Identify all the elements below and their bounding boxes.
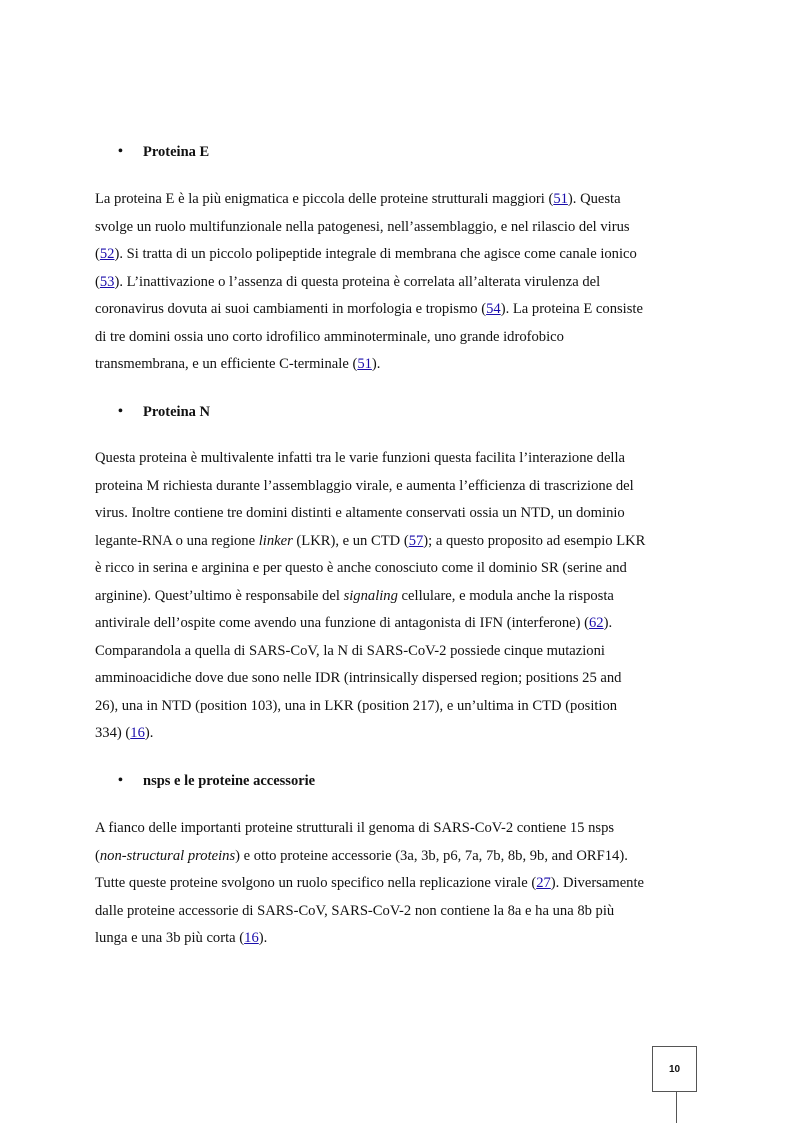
bullet-icon: •	[118, 144, 123, 159]
text-line	[95, 642, 605, 660]
text-run: Comparandola a quella di SARS-CoV, la N di SARS-CoV-2 possiede cinque mutazioni	[95, 642, 605, 659]
text-line	[95, 587, 614, 605]
text-run: ). Diversamente	[550, 875, 644, 891]
text-line	[95, 697, 617, 715]
section-heading: Proteina E	[143, 144, 210, 160]
citation-link[interactable]: 27	[536, 875, 551, 891]
text-line	[95, 847, 628, 865]
text-line	[95, 477, 634, 495]
text-run: ). Questa	[567, 191, 621, 207]
text-run: ).	[603, 615, 613, 631]
text-line	[95, 819, 614, 837]
bullet-icon: •	[118, 773, 123, 788]
text-line	[95, 449, 625, 467]
text-line	[95, 504, 625, 522]
text-run: ). La proteina E consiste	[500, 301, 643, 317]
text-run: ). L’inattivazione o l’assenza di questa proteina è correlata all’alterata virulenza del	[114, 273, 601, 290]
citation-link[interactable]: 54	[486, 301, 501, 317]
text-run: ); a questo proposito ad esempio LKR	[423, 532, 646, 549]
text-line	[95, 328, 564, 346]
text-run: (	[95, 246, 100, 262]
italic-term: non-structural proteins	[99, 847, 236, 864]
text-run: svolge un ruolo multifunzionale nella patogenesi, nell’assemblaggio, e nel rilascio del virus	[95, 218, 630, 235]
text-run: (	[95, 847, 100, 864]
section-heading: nsps e le proteine accessorie	[143, 773, 316, 789]
citation-link[interactable]: 16	[130, 725, 145, 741]
section-heading: Proteina N	[143, 404, 210, 420]
text-run: Questa proteina è multivalente infatti tra le varie funzioni questa facilita l’interazione della	[95, 450, 626, 466]
text-line	[95, 190, 621, 208]
text-line	[95, 218, 630, 236]
text-run: amminoacidiche dove due sono nelle IDR (intrinsically dispersed region; positions 25 and	[95, 670, 622, 686]
text-run: di tre domini ossia uno corto idrofilico amminoterminale, uno grande idrofobico	[95, 328, 564, 345]
page-number: 10	[668, 1063, 681, 1075]
text-run: dalle proteine accessorie di SARS-CoV, SARS-CoV-2 non contiene la 8a e ha una 8b più	[95, 902, 615, 919]
text-line	[95, 300, 643, 318]
text-run: proteina M richiesta durante l’assemblaggio virale, e aumenta l’efficienza di trascrizione del	[95, 477, 634, 494]
citation-link[interactable]: 16	[244, 930, 259, 946]
text-run: Tutte queste proteine svolgono un ruolo specifico nella replicazione virale (	[95, 875, 537, 891]
text-run: arginine). Quest’ultimo è responsabile del	[95, 587, 344, 604]
citation-link[interactable]: 62	[589, 615, 604, 631]
italic-term: linker	[258, 532, 293, 549]
text-line	[95, 929, 267, 947]
text-run: 26), una in NTD (position 103), una in LKR (position 217), e un’ultima in CTD (position	[95, 697, 618, 714]
text-run: ). Si tratta di un piccolo polipeptide integrale di membrana che agisce come canale ionico	[114, 246, 637, 262]
citation-link[interactable]: 57	[408, 532, 424, 549]
text-line	[95, 669, 621, 687]
text-line	[95, 273, 600, 291]
text-run: ) e otto proteine accessorie (3a, 3b, p6, 7a, 7b, 8b, 9b, and ORF14).	[235, 847, 628, 864]
text-line	[95, 874, 644, 892]
text-line	[95, 532, 645, 550]
text-run: ).	[144, 725, 154, 741]
text-line	[95, 355, 380, 373]
citation-link[interactable]: 51	[357, 356, 372, 372]
bullet-icon: •	[118, 404, 123, 419]
text-run: 334) (	[95, 725, 131, 741]
page-number-box	[652, 1046, 697, 1092]
citation-link[interactable]: 52	[99, 246, 115, 262]
text-line	[95, 559, 627, 577]
citation-link[interactable]: 53	[99, 273, 115, 290]
text-run: cellulare, e modula anche la risposta	[397, 587, 614, 604]
text-run: transmembrana, e un efficiente C-terminale (	[95, 356, 358, 372]
text-run: A fianco delle importanti proteine strutturali il genoma di SARS-CoV-2 contiene 15 nsps	[95, 820, 615, 836]
page-number-line	[676, 1092, 677, 1123]
text-line	[95, 245, 637, 263]
text-run: lunga e una 3b più corta (	[95, 930, 245, 946]
text-run: legante-RNA o una regione	[95, 532, 259, 549]
text-run: (	[95, 273, 100, 290]
text-line	[95, 724, 153, 742]
text-run: è ricco in serina e arginina e per questo è anche conosciuto come il dominio SR (serine and	[95, 560, 627, 576]
text-run: coronavirus dovuta ai suoi cambiamenti in morfologia e tropismo (	[95, 301, 487, 317]
citation-link[interactable]: 51	[553, 191, 568, 207]
text-run: ).	[258, 930, 268, 946]
text-run: virus. Inoltre contiene tre domini distinti e altamente conservati ossia un NTD, un dominio	[95, 505, 625, 521]
text-run: ).	[371, 356, 381, 372]
text-line	[95, 614, 612, 632]
text-run: La proteina E è la più enigmatica e piccola delle proteine strutturali maggiori (	[95, 191, 554, 207]
text-line	[95, 902, 614, 920]
text-run: antivirale dell’ospite come avendo una funzione di antagonista di IFN (interferone) (	[95, 615, 589, 631]
italic-term: signaling	[343, 587, 398, 604]
text-run: (LKR), e un CTD (	[292, 532, 409, 549]
